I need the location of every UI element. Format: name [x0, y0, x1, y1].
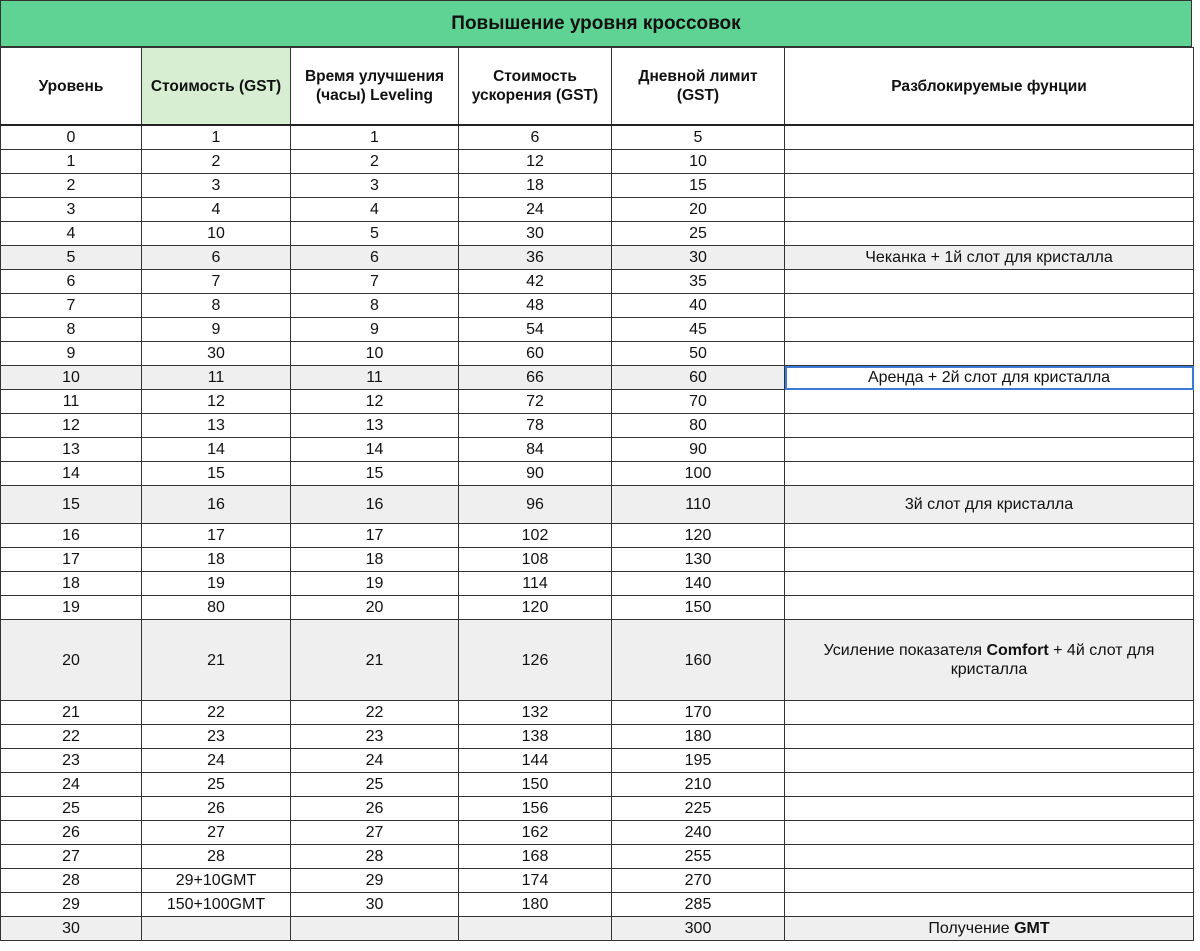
leveling-table — [0, 47, 1194, 941]
cell-upgrade-time[interactable]: 30 — [291, 893, 459, 917]
cell-upgrade-time[interactable]: 25 — [291, 773, 459, 797]
table-row — [1, 390, 1194, 414]
header-daily-limit[interactable]: Дневной лимит (GST) — [612, 48, 785, 126]
cell-boost-cost[interactable]: 12 — [459, 150, 612, 174]
cell-unlocked-features[interactable] — [785, 620, 1194, 701]
cell-level[interactable]: 14 — [1, 462, 142, 486]
cell-cost[interactable]: 150+100GMT — [142, 893, 291, 917]
unlock-text: Усиление показателя — [823, 642, 987, 659]
cell-upgrade-time[interactable]: 19 — [291, 572, 459, 596]
cell-unlocked-features[interactable] — [785, 572, 1194, 596]
cell-upgrade-time[interactable]: 21 — [291, 620, 459, 701]
cell-boost-cost[interactable]: 96 — [459, 486, 612, 524]
cell-upgrade-time[interactable]: 27 — [291, 821, 459, 845]
cell-cost[interactable]: 1 — [142, 125, 291, 150]
cell-daily-limit[interactable]: 160 — [612, 620, 785, 701]
cell-unlocked-features[interactable] — [785, 821, 1194, 845]
table-row — [1, 462, 1194, 486]
cell-upgrade-time[interactable]: 29 — [291, 869, 459, 893]
cell-boost-cost[interactable]: 90 — [459, 462, 612, 486]
cell-cost[interactable]: 80 — [142, 596, 291, 620]
cell-unlocked-features[interactable] — [785, 869, 1194, 893]
cell-unlocked-features[interactable] — [785, 462, 1194, 486]
table-row — [1, 845, 1194, 869]
cell-daily-limit[interactable]: 225 — [612, 797, 785, 821]
cell-daily-limit[interactable]: 5 — [612, 125, 785, 150]
cell-boost-cost[interactable]: 126 — [459, 620, 612, 701]
cell-boost-cost[interactable]: 150 — [459, 773, 612, 797]
cell-boost-cost[interactable]: 132 — [459, 701, 612, 725]
table-row — [1, 486, 1194, 524]
cell-daily-limit[interactable]: 240 — [612, 821, 785, 845]
cell-unlocked-features[interactable] — [785, 294, 1194, 318]
table-row — [1, 414, 1194, 438]
unlock-text-bold: GMT — [1014, 920, 1050, 937]
cell-cost[interactable]: 10 — [142, 222, 291, 246]
cell-cost[interactable]: 18 — [142, 548, 291, 572]
cell-upgrade-time[interactable]: 18 — [291, 548, 459, 572]
cell-level[interactable]: 20 — [1, 620, 142, 701]
unlock-text-bold: Comfort — [986, 642, 1049, 659]
cell-cost[interactable]: 12 — [142, 390, 291, 414]
cell-cost[interactable]: 8 — [142, 294, 291, 318]
cell-level[interactable]: 9 — [1, 342, 142, 366]
cell-boost-cost[interactable]: 108 — [459, 548, 612, 572]
table-row — [1, 246, 1194, 270]
cell-cost[interactable]: 9 — [142, 318, 291, 342]
cell-upgrade-time[interactable]: 24 — [291, 749, 459, 773]
table-row — [1, 725, 1194, 749]
cell-level[interactable]: 3 — [1, 198, 142, 222]
cell-daily-limit[interactable]: 10 — [612, 150, 785, 174]
cell-level[interactable]: 5 — [1, 246, 142, 270]
cell-level[interactable]: 2 — [1, 174, 142, 198]
cell-cost[interactable]: 30 — [142, 342, 291, 366]
cell-cost[interactable]: 25 — [142, 773, 291, 797]
cell-cost[interactable]: 13 — [142, 414, 291, 438]
cell-daily-limit[interactable]: 25 — [612, 222, 785, 246]
cell-daily-limit[interactable]: 40 — [612, 294, 785, 318]
cell-cost[interactable]: 26 — [142, 797, 291, 821]
header-boost-cost[interactable]: Стоимость ускорения (GST) — [459, 48, 612, 126]
cell-daily-limit[interactable]: 110 — [612, 486, 785, 524]
table-row — [1, 917, 1194, 941]
cell-level[interactable]: 10 — [1, 366, 142, 390]
cell-unlocked-features[interactable] — [785, 893, 1194, 917]
cell-upgrade-time[interactable]: 22 — [291, 701, 459, 725]
cell-cost[interactable]: 3 — [142, 174, 291, 198]
cell-unlocked-features[interactable]: 3й слот для кристалла — [785, 486, 1194, 524]
cell-unlocked-features[interactable] — [785, 845, 1194, 869]
cell-boost-cost[interactable]: 144 — [459, 749, 612, 773]
table-row — [1, 821, 1194, 845]
cell-boost-cost[interactable]: 42 — [459, 270, 612, 294]
cell-boost-cost[interactable]: 138 — [459, 725, 612, 749]
header-cost[interactable]: Стоимость (GST) — [142, 48, 291, 126]
cell-level[interactable]: 0 — [1, 125, 142, 150]
cell-cost[interactable]: 15 — [142, 462, 291, 486]
cell-upgrade-time[interactable]: 12 — [291, 390, 459, 414]
table-row — [1, 294, 1194, 318]
table-row — [1, 620, 1194, 701]
table-row — [1, 548, 1194, 572]
cell-boost-cost[interactable]: 30 — [459, 222, 612, 246]
cell-level[interactable]: 27 — [1, 845, 142, 869]
cell-daily-limit[interactable]: 285 — [612, 893, 785, 917]
cell-daily-limit[interactable]: 120 — [612, 524, 785, 548]
header-level[interactable]: Уровень — [1, 48, 142, 126]
table-row — [1, 701, 1194, 725]
cell-boost-cost[interactable]: 180 — [459, 893, 612, 917]
cell-upgrade-time[interactable]: 17 — [291, 524, 459, 548]
cell-boost-cost[interactable]: 48 — [459, 294, 612, 318]
cell-cost[interactable]: 2 — [142, 150, 291, 174]
cell-daily-limit[interactable]: 150 — [612, 596, 785, 620]
table-row — [1, 318, 1194, 342]
cell-unlocked-features[interactable] — [785, 390, 1194, 414]
cell-cost[interactable]: 28 — [142, 845, 291, 869]
cell-cost[interactable]: 6 — [142, 246, 291, 270]
cell-upgrade-time[interactable]: 1 — [291, 125, 459, 150]
table-row — [1, 749, 1194, 773]
cell-upgrade-time[interactable]: 5 — [291, 222, 459, 246]
cell-daily-limit[interactable]: 100 — [612, 462, 785, 486]
cell-unlocked-features[interactable]: Аренда + 2й слот для кристалла — [785, 366, 1194, 390]
table-row — [1, 150, 1194, 174]
cell-daily-limit[interactable]: 170 — [612, 701, 785, 725]
cell-unlocked-features[interactable] — [785, 438, 1194, 462]
cell-cost[interactable]: 7 — [142, 270, 291, 294]
cell-level[interactable]: 11 — [1, 390, 142, 414]
cell-upgrade-time[interactable]: 13 — [291, 414, 459, 438]
cell-level[interactable]: 25 — [1, 797, 142, 821]
cell-daily-limit[interactable]: 30 — [612, 246, 785, 270]
table-row — [1, 572, 1194, 596]
table-row — [1, 797, 1194, 821]
cell-boost-cost[interactable] — [459, 917, 612, 941]
cell-daily-limit[interactable]: 50 — [612, 342, 785, 366]
cell-level[interactable]: 21 — [1, 701, 142, 725]
cell-daily-limit[interactable]: 195 — [612, 749, 785, 773]
cell-level[interactable]: 26 — [1, 821, 142, 845]
table-row — [1, 524, 1194, 548]
cell-unlocked-features[interactable] — [785, 174, 1194, 198]
table-row — [1, 125, 1194, 150]
cell-boost-cost[interactable]: 114 — [459, 572, 612, 596]
cell-level[interactable]: 13 — [1, 438, 142, 462]
cell-cost[interactable]: 4 — [142, 198, 291, 222]
cell-cost[interactable] — [142, 917, 291, 941]
cell-boost-cost[interactable]: 6 — [459, 125, 612, 150]
cell-boost-cost[interactable]: 120 — [459, 596, 612, 620]
cell-daily-limit[interactable]: 60 — [612, 366, 785, 390]
cell-boost-cost[interactable]: 78 — [459, 414, 612, 438]
cell-upgrade-time[interactable]: 26 — [291, 797, 459, 821]
cell-cost[interactable]: 27 — [142, 821, 291, 845]
cell-boost-cost[interactable]: 60 — [459, 342, 612, 366]
table-row — [1, 438, 1194, 462]
cell-boost-cost[interactable]: 72 — [459, 390, 612, 414]
cell-boost-cost[interactable]: 168 — [459, 845, 612, 869]
cell-upgrade-time[interactable]: 9 — [291, 318, 459, 342]
cell-level[interactable]: 18 — [1, 572, 142, 596]
cell-boost-cost[interactable]: 162 — [459, 821, 612, 845]
cell-level[interactable]: 1 — [1, 150, 142, 174]
cell-level[interactable]: 6 — [1, 270, 142, 294]
cell-boost-cost[interactable]: 24 — [459, 198, 612, 222]
cell-cost[interactable]: 17 — [142, 524, 291, 548]
cell-daily-limit[interactable]: 300 — [612, 917, 785, 941]
cell-upgrade-time[interactable]: 10 — [291, 342, 459, 366]
table-row — [1, 174, 1194, 198]
cell-level[interactable]: 24 — [1, 773, 142, 797]
cell-unlocked-features[interactable] — [785, 797, 1194, 821]
cell-cost[interactable]: 16 — [142, 486, 291, 524]
cell-daily-limit[interactable]: 80 — [612, 414, 785, 438]
table-row — [1, 222, 1194, 246]
cell-daily-limit[interactable]: 255 — [612, 845, 785, 869]
table-row — [1, 366, 1194, 390]
cell-level[interactable]: 29 — [1, 893, 142, 917]
cell-unlocked-features[interactable] — [785, 773, 1194, 797]
table-row — [1, 270, 1194, 294]
cell-unlocked-features[interactable] — [785, 596, 1194, 620]
cell-unlocked-features[interactable] — [785, 125, 1194, 150]
cell-cost[interactable]: 22 — [142, 701, 291, 725]
cell-boost-cost[interactable]: 54 — [459, 318, 612, 342]
cell-boost-cost[interactable]: 102 — [459, 524, 612, 548]
table-row — [1, 893, 1194, 917]
cell-upgrade-time[interactable]: 4 — [291, 198, 459, 222]
cell-daily-limit[interactable]: 180 — [612, 725, 785, 749]
table-row — [1, 342, 1194, 366]
cell-daily-limit[interactable]: 270 — [612, 869, 785, 893]
cell-unlocked-features[interactable] — [785, 222, 1194, 246]
cell-upgrade-time[interactable]: 14 — [291, 438, 459, 462]
cell-upgrade-time[interactable] — [291, 917, 459, 941]
table-row — [1, 596, 1194, 620]
unlock-text: + 4й слот для кристалла — [950, 642, 1155, 678]
cell-level[interactable]: 23 — [1, 749, 142, 773]
cell-level[interactable]: 30 — [1, 917, 142, 941]
table-title[interactable]: Повышение уровня кроссовок — [0, 0, 1192, 47]
cell-upgrade-time[interactable]: 20 — [291, 596, 459, 620]
cell-unlocked-features[interactable] — [785, 548, 1194, 572]
cell-upgrade-time[interactable]: 23 — [291, 725, 459, 749]
cell-daily-limit[interactable]: 20 — [612, 198, 785, 222]
cell-unlocked-features[interactable] — [785, 524, 1194, 548]
cell-cost[interactable]: 11 — [142, 366, 291, 390]
cell-unlocked-features[interactable] — [785, 342, 1194, 366]
cell-level[interactable]: 7 — [1, 294, 142, 318]
table-row — [1, 869, 1194, 893]
table-row — [1, 198, 1194, 222]
cell-daily-limit[interactable]: 45 — [612, 318, 785, 342]
cell-upgrade-time[interactable]: 8 — [291, 294, 459, 318]
cell-daily-limit[interactable]: 210 — [612, 773, 785, 797]
cell-boost-cost[interactable]: 66 — [459, 366, 612, 390]
cell-unlocked-features[interactable] — [785, 414, 1194, 438]
cell-cost[interactable]: 23 — [142, 725, 291, 749]
cell-upgrade-time[interactable]: 2 — [291, 150, 459, 174]
cell-daily-limit[interactable]: 15 — [612, 174, 785, 198]
cell-level[interactable]: 8 — [1, 318, 142, 342]
cell-daily-limit[interactable]: 130 — [612, 548, 785, 572]
cell-unlocked-features[interactable] — [785, 749, 1194, 773]
cell-unlocked-features[interactable] — [785, 150, 1194, 174]
cell-level[interactable]: 19 — [1, 596, 142, 620]
cell-upgrade-time[interactable]: 16 — [291, 486, 459, 524]
cell-boost-cost[interactable]: 18 — [459, 174, 612, 198]
cell-upgrade-time[interactable]: 6 — [291, 246, 459, 270]
cell-cost[interactable]: 21 — [142, 620, 291, 701]
cell-unlocked-features[interactable] — [785, 270, 1194, 294]
table-row — [1, 773, 1194, 797]
cell-unlocked-features[interactable] — [785, 725, 1194, 749]
unlock-text: Получение — [928, 920, 1015, 937]
cell-cost[interactable]: 24 — [142, 749, 291, 773]
cell-cost[interactable]: 29+10GMT — [142, 869, 291, 893]
cell-daily-limit[interactable]: 35 — [612, 270, 785, 294]
cell-unlocked-features[interactable] — [785, 701, 1194, 725]
cell-daily-limit[interactable]: 70 — [612, 390, 785, 414]
cell-upgrade-time[interactable]: 11 — [291, 366, 459, 390]
header-upgrade-time[interactable]: Время улучшения (часы) Leveling — [291, 48, 459, 126]
cell-upgrade-time[interactable]: 15 — [291, 462, 459, 486]
cell-boost-cost[interactable]: 156 — [459, 797, 612, 821]
cell-boost-cost[interactable]: 36 — [459, 246, 612, 270]
cell-daily-limit[interactable]: 90 — [612, 438, 785, 462]
cell-upgrade-time[interactable]: 3 — [291, 174, 459, 198]
cell-level[interactable]: 22 — [1, 725, 142, 749]
cell-cost[interactable]: 14 — [142, 438, 291, 462]
cell-unlocked-features[interactable] — [785, 198, 1194, 222]
cell-unlocked-features[interactable]: Чеканка + 1й слот для кристалла — [785, 246, 1194, 270]
cell-level[interactable]: 15 — [1, 486, 142, 524]
cell-cost[interactable]: 19 — [142, 572, 291, 596]
cell-unlocked-features[interactable] — [785, 318, 1194, 342]
cell-upgrade-time[interactable]: 28 — [291, 845, 459, 869]
cell-level[interactable]: 17 — [1, 548, 142, 572]
cell-level[interactable]: 4 — [1, 222, 142, 246]
cell-upgrade-time[interactable]: 7 — [291, 270, 459, 294]
cell-daily-limit[interactable]: 140 — [612, 572, 785, 596]
cell-unlocked-features[interactable] — [785, 917, 1194, 941]
header-row — [1, 48, 1194, 126]
cell-level[interactable]: 16 — [1, 524, 142, 548]
header-unlocked-features[interactable]: Разблокируемые фунции — [785, 48, 1194, 126]
cell-level[interactable]: 28 — [1, 869, 142, 893]
cell-boost-cost[interactable]: 84 — [459, 438, 612, 462]
cell-level[interactable]: 12 — [1, 414, 142, 438]
cell-boost-cost[interactable]: 174 — [459, 869, 612, 893]
